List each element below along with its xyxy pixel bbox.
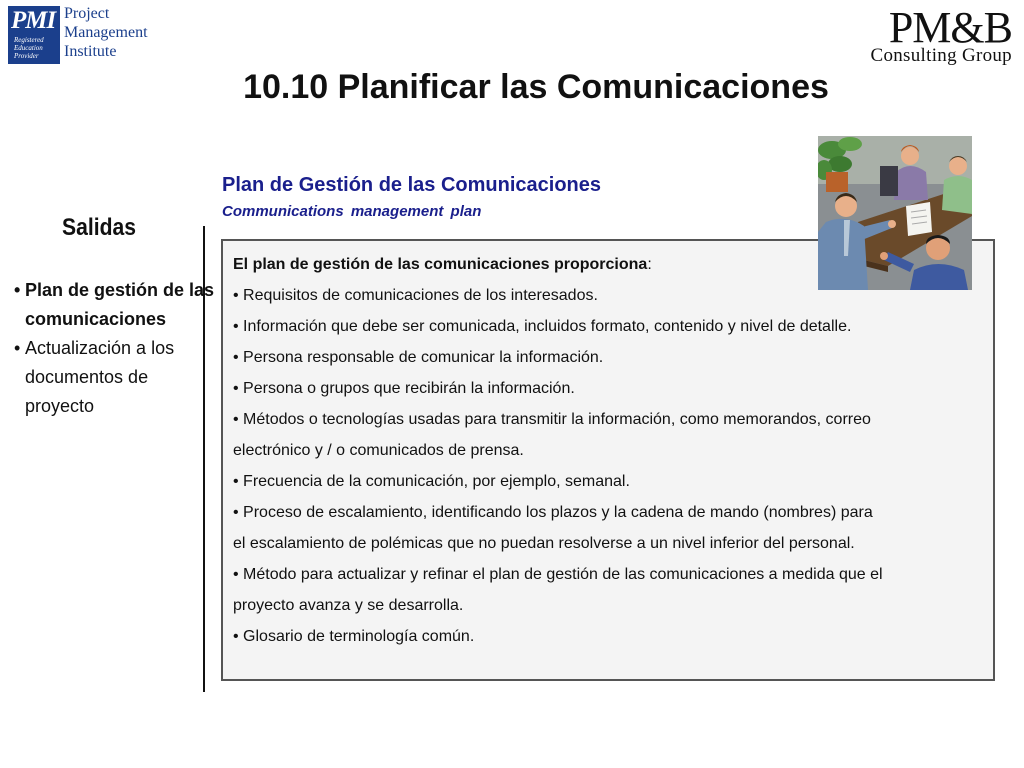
plan-subtitle: Communications management plan [222,203,482,220]
plan-line: • Método para actualizar y refinar el plan de gestión de las comunicaciones a medida que el [233,566,883,583]
plan-line: • Información que debe ser comunicada, incluidos formato, contenido y nivel de detalle. [233,318,852,335]
plan-line: • Proceso de escalamiento, identificando los plazos y la cadena de mando (nombres) para [233,504,873,521]
pmb-logo [870,3,1012,66]
pmi-registered-line: Provider [14,52,39,60]
pmi-logo-name [64,4,148,61]
plan-intro-colon: : [647,256,652,273]
outputs-heading: Salidas [62,214,136,241]
plan-line: • Persona responsable de comunicar la información. [233,349,604,366]
plan-line: • Métodos o tecnologías usadas para transmitir la información, como memorandos, correo [233,411,871,428]
plan-line: el escalamiento de polémicas que no puedan resolverse a un nivel inferior del personal. [233,535,855,552]
vertical-divider [203,226,205,692]
pmi-logo [4,4,150,68]
meeting-illustration [818,136,972,290]
plan-line: • Glosario de terminología común. [233,628,475,645]
slide-title: 10.10 Planificar las Comunicaciones [243,68,829,106]
pmi-registered-line: Registered [14,36,44,44]
pmb-logo-name: PM&B [888,3,1012,52]
plan-content-box [221,239,995,681]
plan-line: electrónico y / o comunicados de prensa. [233,442,524,459]
plan-line: • Frecuencia de la comunicación, por ejemplo, semanal. [233,473,630,490]
pmi-logo-mark [8,6,60,64]
list-item: • Plan de gestión de las comunicaciones [14,276,219,334]
plan-line: proyecto avanza y se desarrolla. [233,597,464,614]
pmi-logo-letters: PMI [11,7,56,34]
outputs-list [14,276,219,421]
pmi-name-line: Institute [64,43,117,60]
plan-intro-text: El plan de gestión de las comunicaciones proporciona [233,256,648,273]
plan-line: • Requisitos de comunicaciones de los interesados. [233,287,598,304]
pmi-name-line: Management [64,24,148,41]
pmb-logo-subtitle: Consulting Group [870,45,1012,66]
plan-line: • Persona o grupos que recibirán la información. [233,380,575,397]
plan-title: Plan de Gestión de las Comunicaciones [222,174,601,196]
pmi-registered-line: Education [14,44,43,52]
pmi-name-line: Project [64,5,110,22]
list-item: • Actualización a los documentos de proyecto [14,334,219,421]
pmi-registered-text [14,36,60,60]
